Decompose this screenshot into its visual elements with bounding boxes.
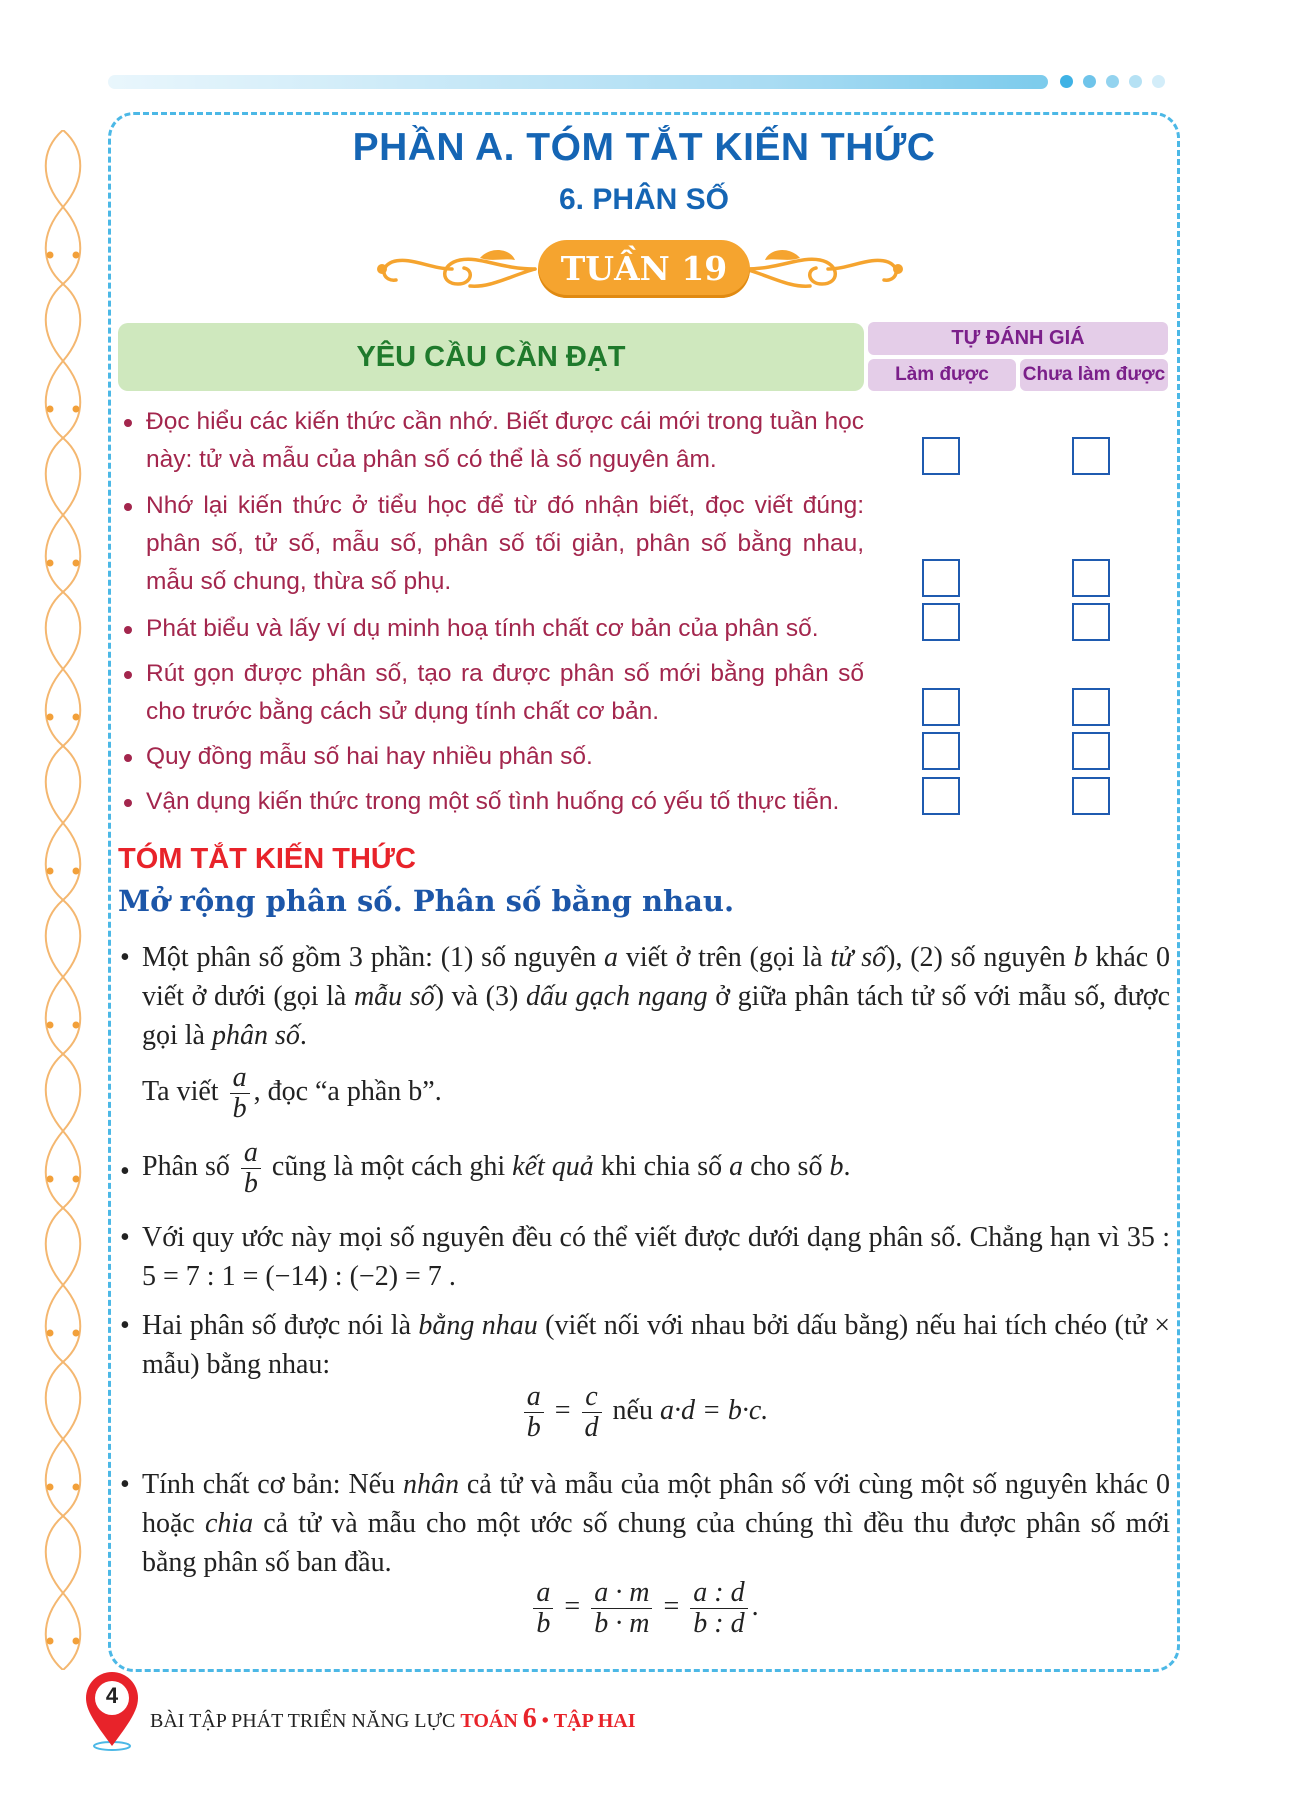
summary-title: TÓM TẮT KIẾN THỨC <box>118 843 416 875</box>
checkbox-not-done-1[interactable] <box>1072 437 1110 475</box>
paragraph-basic-property: • Tính chất cơ bản: Nếu nhân cả tử và mẫu của một phân số với cùng một số nguyên khác 0 hoặc chia cả tử và mẫu cho một ước số chung của chúng thì đều thu được phân số mới bằng phân số ban đầu. <box>120 1465 1170 1582</box>
requirement-item: Phát biểu và lấy ví dụ minh hoạ tính chất cơ bản của phân số. <box>124 610 864 648</box>
bullet: • <box>120 1156 130 1187</box>
checkbox-done-2[interactable] <box>922 559 960 597</box>
checkbox-not-done-4[interactable] <box>1072 688 1110 726</box>
equation-cross-product: $\frac{a}{b}$ = $\frac{c}{d}$ nếu a·d = b·c. <box>108 1382 1180 1443</box>
bullet: • <box>120 1310 130 1341</box>
eval-not-done-column: Chưa làm được <box>1020 359 1168 391</box>
checkbox-done-3[interactable] <box>922 603 960 641</box>
requirement-item: Vận dụng kiến thức trong một số tình huống có yếu tố thực tiễn. <box>124 783 864 821</box>
checkbox-not-done-5[interactable] <box>1072 732 1110 770</box>
checkbox-done-6[interactable] <box>922 777 960 815</box>
checkbox-not-done-6[interactable] <box>1072 777 1110 815</box>
paragraph-definition: • Một phân số gồm 3 phần: (1) số nguyên a viết ở trên (gọi là tử số), (2) số nguyên b khác 0 viết ở dưới (gọi là mẫu số) và (3) dấu gạch ngang ở giữa phân tách tử số với mẫu số, được gọi là phân số. <box>120 938 1170 1055</box>
part-title: PHẦN A. TÓM TẮT KIẾN THỨC <box>352 126 936 169</box>
paragraph-notation: Ta viết $\frac{a}{b}$ , đọc “a phần b”. <box>142 1062 442 1124</box>
summary-subtitle: Mở rộng phân số. Phân số bằng nhau. <box>118 884 735 918</box>
equation-basic-property: $\frac{a}{b}$ = $\frac{a \cdot m}{b \cdot m}$ = $\frac{a : d}{b : d}$ . <box>108 1578 1180 1639</box>
requirement-item: Rút gọn được phân số, tạo ra được phân số mới bằng phân số cho trước bằng cách sử dụng tính chất cơ bản. <box>124 655 864 731</box>
fraction-a-b: $\frac{a}{b}$ <box>230 1063 250 1124</box>
checkbox-not-done-3[interactable] <box>1072 603 1110 641</box>
fraction-a-b: $\frac{a}{b}$ <box>241 1138 261 1199</box>
top-progress-bar <box>108 75 1048 89</box>
page-number: 4 <box>105 1683 119 1708</box>
left-ornament-border <box>30 130 96 1670</box>
bullet: • <box>120 942 130 973</box>
paragraph-equal-fractions: • Hai phân số được nói là bằng nhau (viết nối với nhau bởi dấu bằng) nếu hai tích chéo (tử × mẫu) bằng nhau: <box>120 1306 1170 1384</box>
paragraph-integers: • Với quy ước này mọi số nguyên đều có thể viết được dưới dạng phân số. Chẳng hạn vì 35 : 5 = 7 : 1 = (−14) : (−2) = 7 . <box>120 1218 1170 1296</box>
requirement-item: Nhớ lại kiến thức ở tiểu học để từ đó nhận biết, đọc viết đúng: phân số, tử số, mẫu số, phân số tối giản, phân số bằng nhau, mẫu số chung, thừa số phụ. <box>124 487 864 601</box>
week-label: TUẦN 19 <box>538 240 750 298</box>
paragraph-division: • Phân số $\frac{a}{b}$ cũng là một cách ghi kết quả khi chia số a cho số b. <box>120 1137 851 1199</box>
eval-done-column: Làm được <box>868 359 1016 391</box>
top-dots <box>1060 75 1165 88</box>
chapter-title: 6. PHÂN SỐ <box>558 183 730 216</box>
requirement-item: Đọc hiểu các kiến thức cần nhớ. Biết được cái mới trong tuần học này: tử và mẫu của phân số có thể là số nguyên âm. <box>124 403 864 479</box>
checkbox-not-done-2[interactable] <box>1072 559 1110 597</box>
requirements-heading: YÊU CẦU CẦN ĐẠT <box>118 323 864 391</box>
checkbox-done-1[interactable] <box>922 437 960 475</box>
bullet: • <box>120 1222 130 1253</box>
self-eval-heading: TỰ ĐÁNH GIÁ <box>868 322 1168 355</box>
requirement-item: Quy đồng mẫu số hai hay nhiều phân số. <box>124 738 864 776</box>
bullet: • <box>120 1469 130 1500</box>
footer-book-title: BÀI TẬP PHÁT TRIỂN NĂNG LỰC TOÁN 6 • TẬP HAI <box>150 1703 636 1734</box>
checkbox-done-4[interactable] <box>922 688 960 726</box>
checkbox-done-5[interactable] <box>922 732 960 770</box>
